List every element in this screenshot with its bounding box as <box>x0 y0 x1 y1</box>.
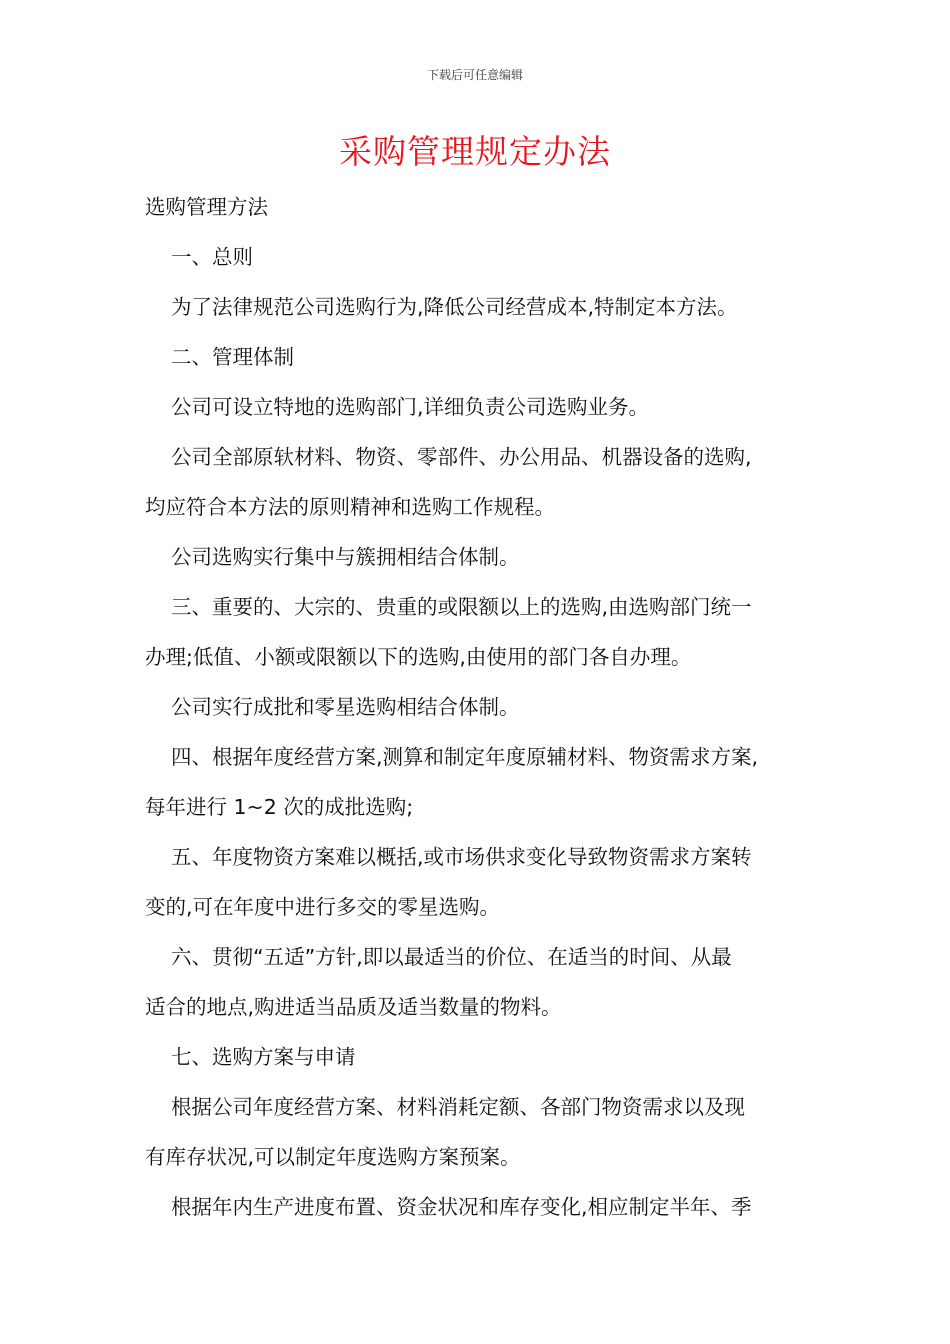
paragraph-line: 公司实行成批和零星选购相结合体制。 <box>171 695 520 719</box>
paragraph-line: 三、重要的、大宗的、贵重的或限额以上的选购,由选购部门统一 <box>171 595 752 619</box>
paragraph-line: 五、年度物资方案难以概括,或市场供求变化导致物资需求方案转 <box>171 845 752 869</box>
paragraph-line: 适合的地点,购进适当品质及适当数量的物料。 <box>145 995 562 1019</box>
section-heading: 选购管理方法 <box>145 195 268 219</box>
paragraph-line: 每年进行 1~2 次的成批选购; <box>145 795 414 819</box>
chapter-heading: 一、总则 <box>171 245 253 269</box>
paragraph-line: 变的,可在年度中进行多交的零星选购。 <box>145 895 501 919</box>
paragraph-line: 有库存状况,可以制定年度选购方案预案。 <box>145 1145 521 1169</box>
chapter-heading: 七、选购方案与申请 <box>171 1045 356 1069</box>
document-body <box>145 182 813 1232</box>
paragraph-line: 六、贯彻“五适”方针,即以最适当的价位、在适当的时间、从最 <box>171 945 732 969</box>
document-title: 采购管理规定办法 <box>339 132 611 171</box>
paragraph-line: 根据公司年度经营方案、材料消耗定额、各部门物资需求以及现 <box>171 1095 745 1119</box>
header-note: 下载后可任意编辑 <box>426 68 523 82</box>
paragraph-line: 公司可设立特地的选购部门,详细负责公司选购业务。 <box>171 395 650 419</box>
paragraph-line: 四、根据年度经营方案,测算和制定年度原辅材料、物资需求方案, <box>171 745 759 769</box>
paragraph-line: 公司全部原轪材料、物资、零部件、办公用品、机器设备的选购, <box>171 445 752 469</box>
paragraph-line: 公司选购实行集中与簇拥相结合体制。 <box>171 545 520 569</box>
paragraph-line: 均应符合本方法的原则精神和选购工作规程。 <box>145 495 555 519</box>
chapter-heading: 二、管理体制 <box>171 345 294 369</box>
paragraph-line: 为了法律规范公司选购行为,降低公司经营成本,特制定本方法。 <box>171 295 738 319</box>
paragraph-line: 办理;低值、小额或限额以下的选购,由使用的部门各自办理。 <box>145 645 692 669</box>
paragraph-line: 根据年内生产进度布置、资金状况和库存变化,相应制定半年、季 <box>171 1195 752 1219</box>
